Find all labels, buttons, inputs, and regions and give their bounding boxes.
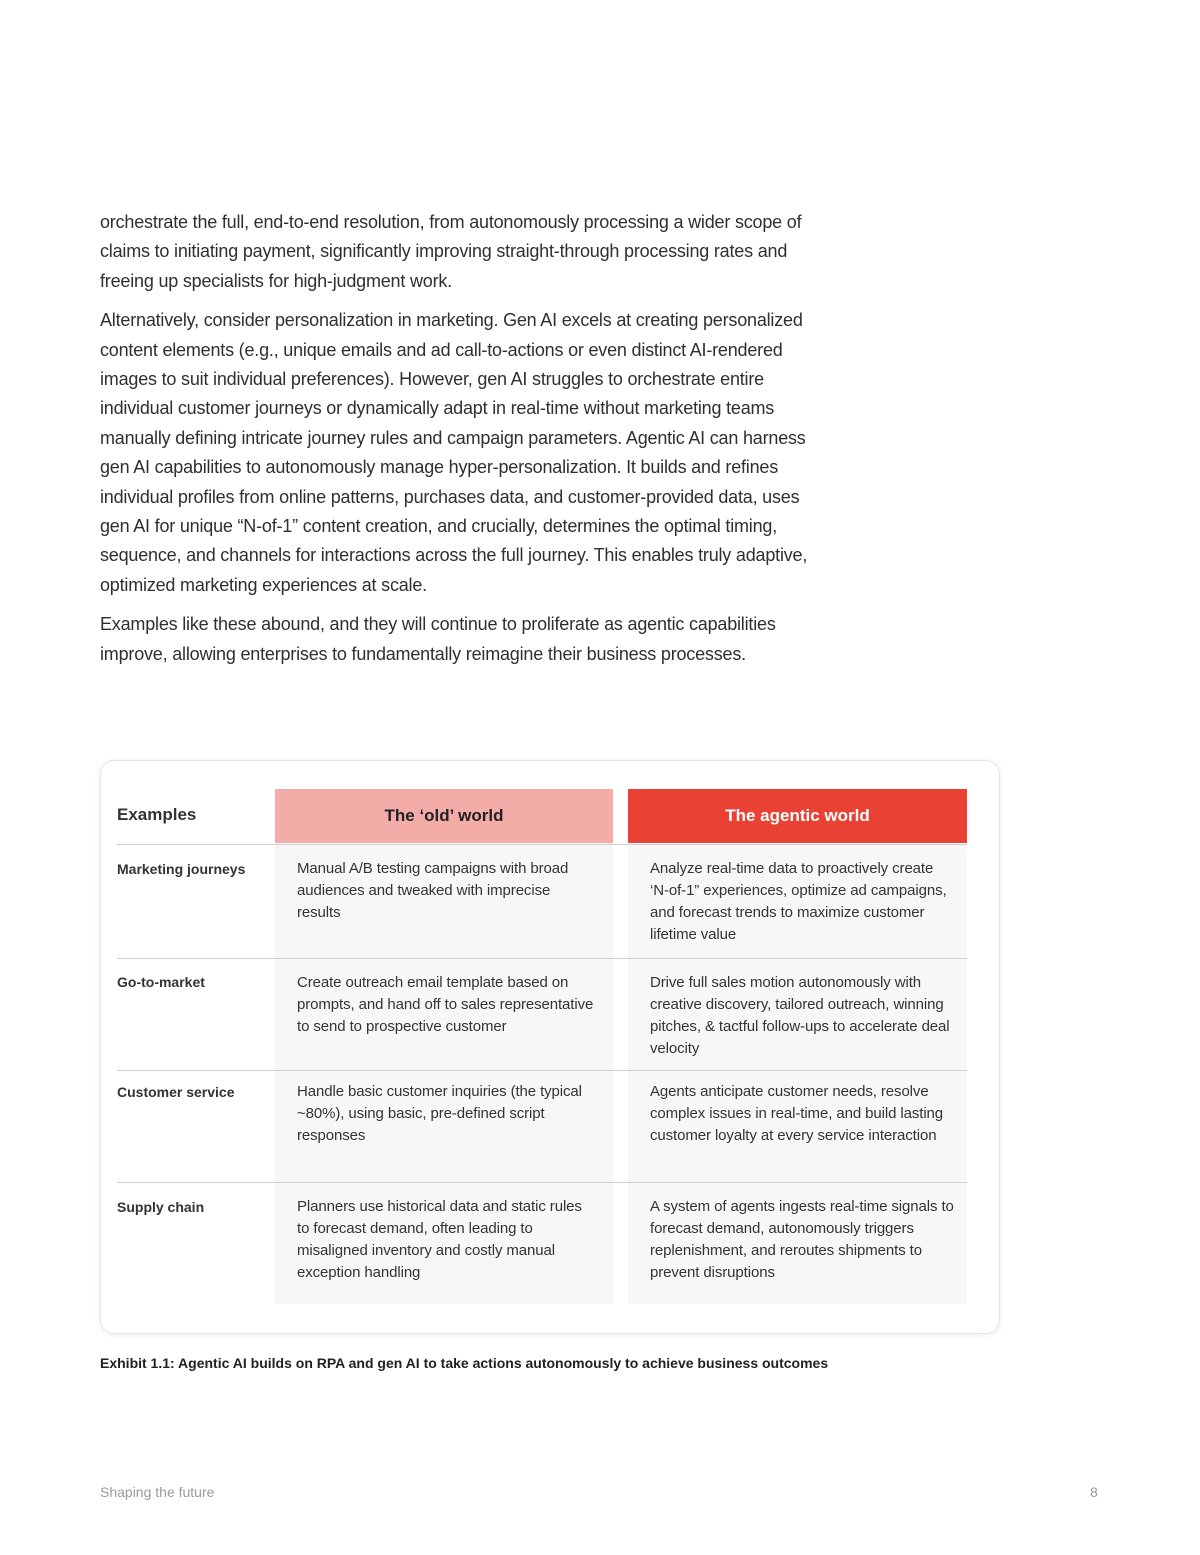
comparison-table-card — [100, 760, 1000, 1334]
body-text — [100, 208, 810, 679]
paragraph-3: Examples like these abound, and they will continue to proliferate as agentic capabilities improve, allowing enterprises to fundamentally reimagine their business processes. — [100, 614, 776, 664]
agentic-world-cell: A system of agents ingests real-time signals to forecast demand, autonomously triggers replenishment, and reroutes shipments to prevent disruptions — [650, 1198, 954, 1281]
old-world-cell: Manual A/B testing campaigns with broad audiences and tweaked with imprecise results — [297, 860, 569, 921]
row-label-marketing-journeys: Marketing journeys — [117, 861, 246, 877]
header-agentic-world: The agentic world — [628, 789, 967, 843]
row-divider — [117, 1070, 967, 1071]
footer-title: Shaping the future — [100, 1484, 215, 1500]
agentic-world-cell: Analyze real-time data to proactively create ‘N-of-1” experiences, optimize ad campaigns, and forecast trends to maximize customer lifetime value — [650, 860, 947, 943]
header-examples: Examples — [117, 805, 197, 824]
agentic-world-cell: Agents anticipate customer needs, resolve complex issues in real-time, and build lasting customer loyalty at every service interaction — [650, 1083, 944, 1144]
old-world-cell: Handle basic customer inquiries (the typical ~80%), using basic, pre-defined script responses — [297, 1083, 582, 1144]
row-divider — [117, 1182, 967, 1183]
paragraph-2: Alternatively, consider personalization in marketing. Gen AI excels at creating personalized content elements (e.g., unique emails and ad call-to-actions or even distinct AI-rendered images to suit individual preferences). However, gen AI struggles to orchestrate entire individual customer journeys or dynamically adapt in real-time without marketing teams manually defining intricate journey rules and campaign parameters. Agentic AI can harness gen AI capabilities to autonomously manage hyper-personalization. It builds and refines individual profiles from online patterns, purchases data, and customer-provided data, uses gen AI for unique “N-of-1” content creation, and crucially, determines the optimal timing, sequence, and channels for interactions across the full journey. This enables truly adaptive, optimized marketing experiences at scale. — [100, 310, 808, 595]
row-label-customer-service: Customer service — [117, 1084, 235, 1100]
row-divider — [117, 844, 967, 845]
header-old-world: The ‘old’ world — [275, 789, 613, 843]
old-world-cell: Create outreach email template based on prompts, and hand off to sales representative to send to prospective customer — [297, 974, 594, 1035]
old-world-cell: Planners use historical data and static rules to forecast demand, often leading to misaligned inventory and costly manual exception handling — [297, 1198, 582, 1281]
page-number: 8 — [1090, 1484, 1098, 1500]
agentic-world-cell: Drive full sales motion autonomously with creative discovery, tailored outreach, winning pitches, & tactful follow-ups to accelerate deal velocity — [650, 974, 950, 1057]
row-label-go-to-market: Go-to-market — [117, 974, 205, 990]
row-label-supply-chain: Supply chain — [117, 1199, 205, 1215]
row-divider — [117, 958, 967, 959]
exhibit-caption: Exhibit 1.1: Agentic AI builds on RPA and gen AI to take actions autonomously to achieve business outcomes — [100, 1355, 829, 1371]
paragraph-1: orchestrate the full, end-to-end resolution, from autonomously processing a wider scope of claims to initiating payment, significantly improving straight-through processing rates and freeing up specialists for high-judgment work. — [100, 212, 802, 291]
